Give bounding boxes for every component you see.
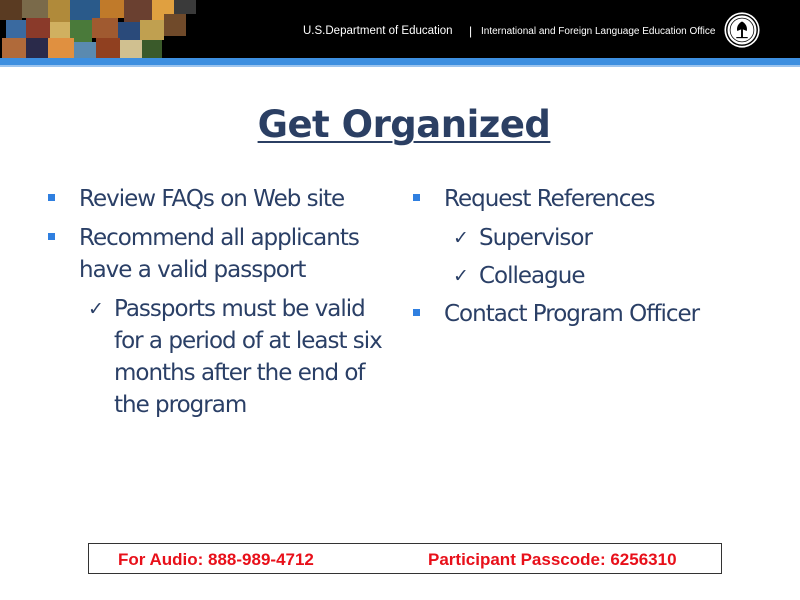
left-column <box>48 183 388 427</box>
bullet-item <box>413 183 773 215</box>
audio-info-box <box>88 543 722 574</box>
sub-bullet-item <box>48 293 388 421</box>
bullet-text: Request References <box>444 186 655 212</box>
bullet-text: Contact Program Officer <box>444 301 700 327</box>
bullet-item <box>413 298 773 330</box>
square-bullet-icon <box>413 194 420 201</box>
department-seal-icon <box>723 11 761 49</box>
photo-mosaic <box>0 0 196 58</box>
participant-passcode: Participant Passcode: 6256310 <box>428 550 677 569</box>
office-name: International and Foreign Language Education Office <box>481 26 716 37</box>
checkmark-icon: ✓ <box>88 298 104 320</box>
department-name: U.S.Department of Education <box>303 25 453 37</box>
bullet-text: Review FAQs on Web site <box>79 186 345 212</box>
sub-bullet-text: Passports must be valid for a period of at least six months after the end of the program <box>114 296 382 418</box>
header-separator: | <box>469 24 473 38</box>
bullet-item <box>48 183 388 215</box>
header-band <box>0 0 800 58</box>
bullet-item <box>48 222 388 286</box>
square-bullet-icon <box>48 233 55 240</box>
header-stripe-light <box>0 65 800 67</box>
square-bullet-icon <box>413 309 420 316</box>
right-column <box>413 183 773 337</box>
sub-bullet-item <box>413 222 773 254</box>
slide-title-text: Get Organized <box>257 103 551 146</box>
sub-bullet-text: Colleague <box>479 263 585 289</box>
square-bullet-icon <box>48 194 55 201</box>
checkmark-icon: ✓ <box>453 227 469 249</box>
header-stripe <box>0 58 800 65</box>
checkmark-icon: ✓ <box>453 265 469 287</box>
audio-number: For Audio: 888-989-4712 <box>118 550 314 569</box>
bullet-text: Recommend all applicants have a valid passport <box>79 225 359 283</box>
sub-bullet-text: Supervisor <box>479 225 592 251</box>
sub-bullet-item <box>413 260 773 292</box>
slide-title <box>0 103 800 146</box>
